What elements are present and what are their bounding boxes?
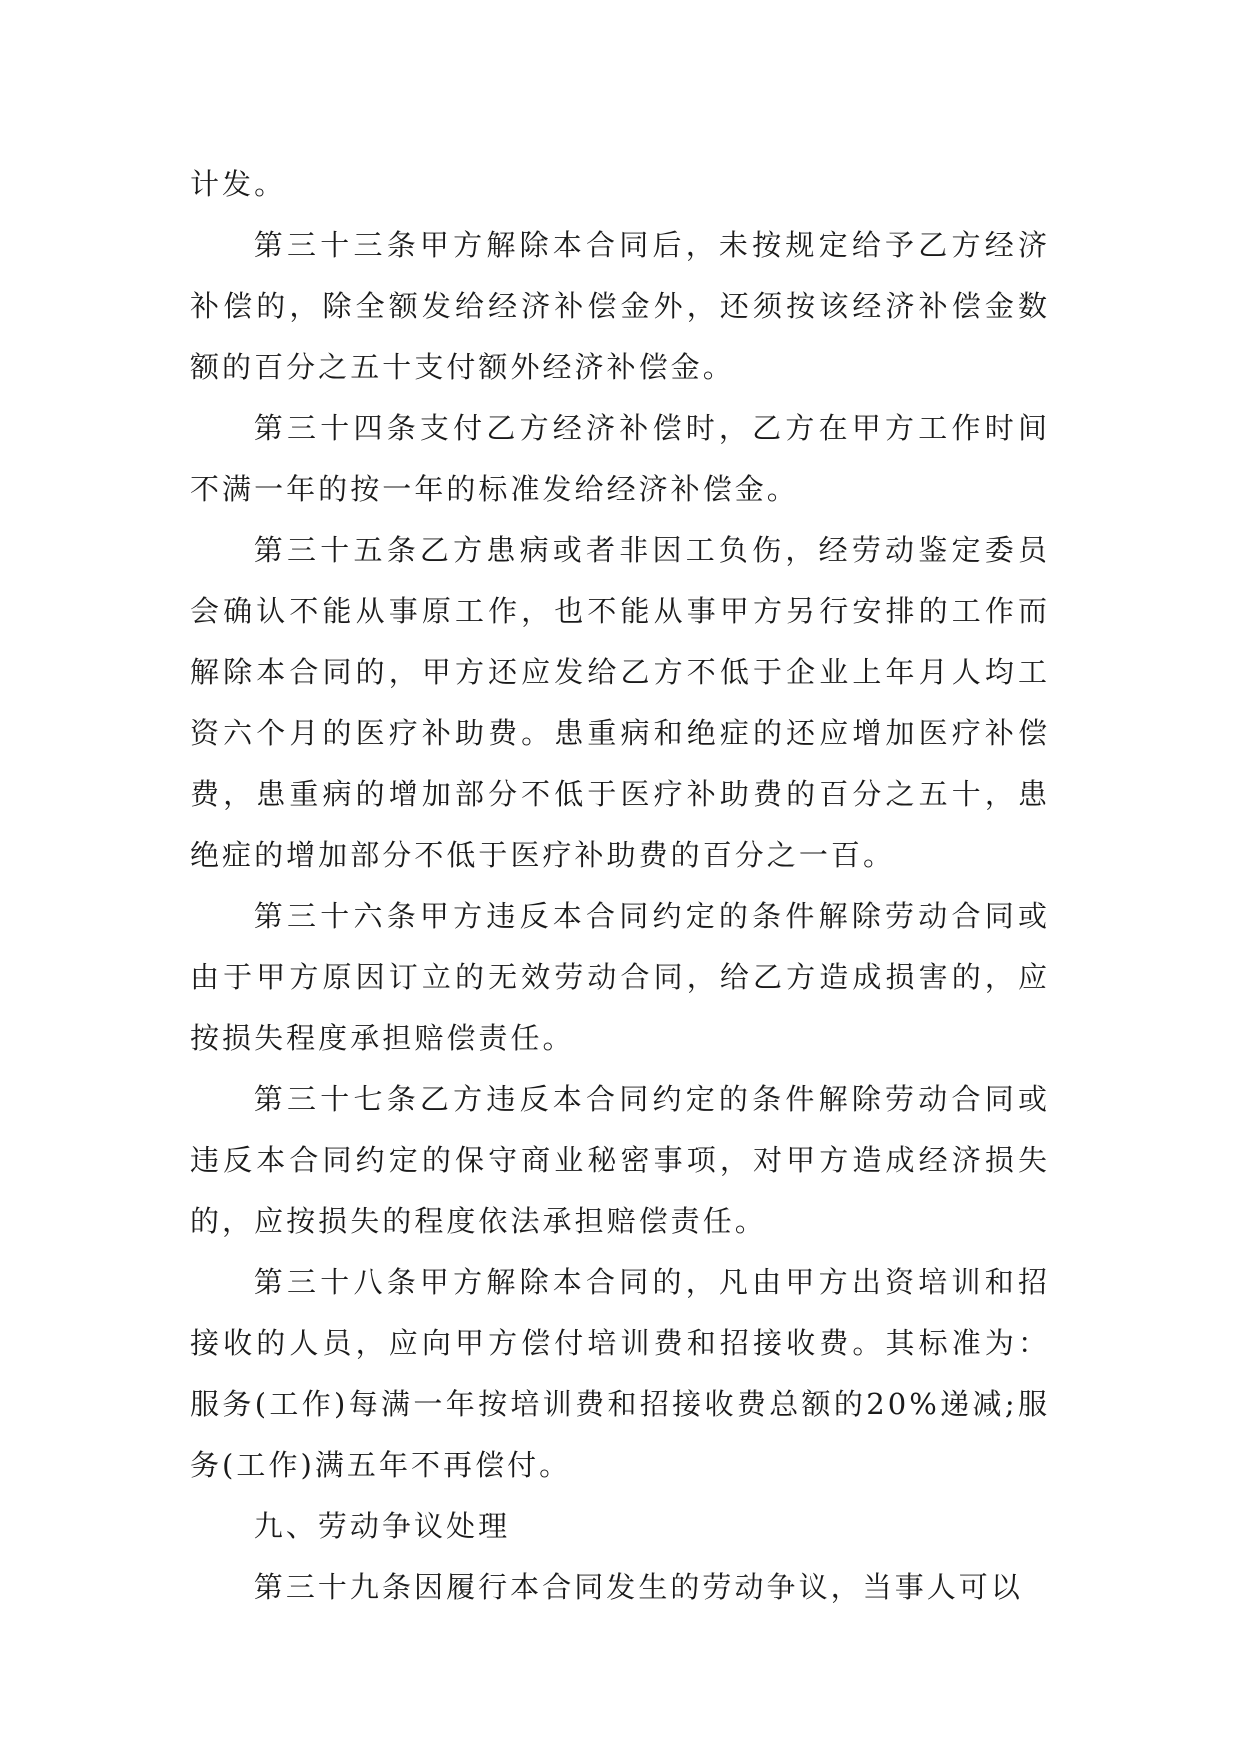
- paragraph-article-35: 第三十五条乙方患病或者非因工负伤，经劳动鉴定委员会确认不能从事原工作，也不能从事甲方另行安排的工作而解除本合同的，甲方还应发给乙方不低于企业上年月人均工资六个月的医疗补助费。患重病和绝症的还应增加医疗补偿费，患重病的增加部分不低于医疗补助费的百分之五十，患绝症的增加部分不低于医疗补助费的百分之一百。: [190, 533, 1050, 872]
- paragraph-article-38: 第三十八条甲方解除本合同的，凡由甲方出资培训和招接收的人员，应向甲方偿付培训费和招接收费。其标准为：服务(工作)每满一年按培训费和招接收费总额的20%递减;服务(工作)满五年不再偿付。: [190, 1265, 1050, 1482]
- body-text: [190, 154, 1050, 1618]
- paragraph-article-33: 第三十三条甲方解除本合同后，未按规定给予乙方经济补偿的，除全额发给经济补偿金外，还须按该经济补偿金数额的百分之五十支付额外经济补偿金。: [190, 228, 1050, 384]
- paragraph-article-36: 第三十六条甲方违反本合同约定的条件解除劳动合同或由于甲方原因订立的无效劳动合同，给乙方造成损害的，应按损失程度承担赔偿责任。: [190, 899, 1050, 1055]
- paragraph-continuation: 计发。: [190, 167, 287, 201]
- paragraph-article-34: 第三十四条支付乙方经济补偿时，乙方在甲方工作时间不满一年的按一年的标准发给经济补偿金。: [190, 411, 1050, 506]
- section-heading: 九、劳动争议处理: [253, 1509, 511, 1543]
- paragraph-article-37: 第三十七条乙方违反本合同约定的条件解除劳动合同或违反本合同约定的保守商业秘密事项，对甲方造成经济损失的，应按损失的程度依法承担赔偿责任。: [190, 1082, 1050, 1238]
- paragraph-article-39: 第三十九条因履行本合同发生的劳动争议，当事人可以: [253, 1570, 1023, 1604]
